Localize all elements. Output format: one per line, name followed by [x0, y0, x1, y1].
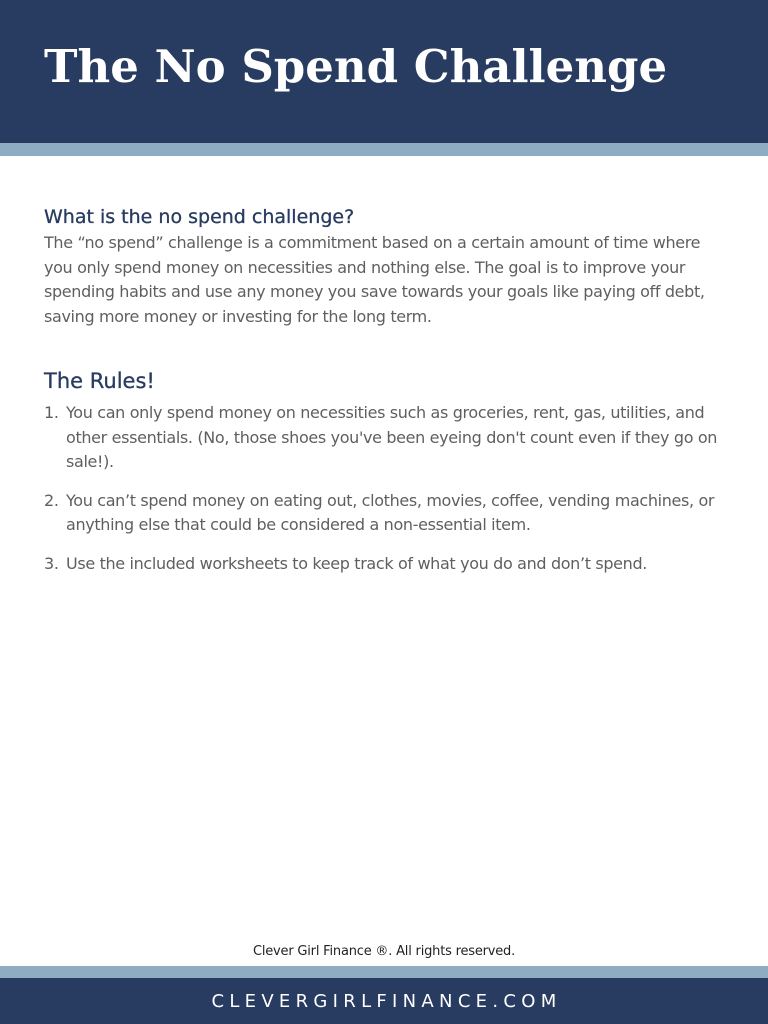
intro-heading: What is the no spend challenge? — [44, 206, 355, 228]
rules-list — [44, 401, 724, 576]
footer-accent-stripe — [0, 966, 768, 978]
website-link[interactable]: CLEVERGIRLFINANCE.COM — [211, 991, 562, 1012]
rule-item — [44, 552, 724, 577]
intro-paragraph: The “no spend” challenge is a commitment based on a certain amount of time where you only spend money on necessities and nothing else. The goal is to improve your spending habits and use any money you save towards your goals like paying off debt, saving more money or investing for the long term. — [44, 233, 705, 326]
footer-banner — [0, 978, 768, 1024]
main-content — [44, 203, 724, 590]
page-title: The No Spend Challenge — [44, 40, 668, 93]
rule-number: 3. — [44, 553, 59, 573]
rule-number: 2. — [44, 490, 59, 510]
header-banner — [0, 0, 768, 143]
rule-item — [44, 489, 724, 538]
rule-text: Use the included worksheets to keep track of what you do and don’t spend. — [66, 553, 647, 573]
rule-text: You can’t spend money on eating out, clothes, movies, coffee, vending machines, or anything else that could be considered a non-essential item. — [66, 490, 715, 534]
copyright-notice: Clever Girl Finance ®. All rights reserved. — [252, 944, 516, 959]
rule-text: You can only spend money on necessities such as groceries, rent, gas, utilities, and other essentials. (No, those shoes you've been eyeing don't count even if they go on sale!). — [66, 403, 718, 471]
rule-item — [44, 401, 724, 475]
header-accent-stripe — [0, 143, 768, 156]
rules-heading: The Rules! — [44, 369, 155, 393]
rule-number: 1. — [44, 403, 59, 422]
